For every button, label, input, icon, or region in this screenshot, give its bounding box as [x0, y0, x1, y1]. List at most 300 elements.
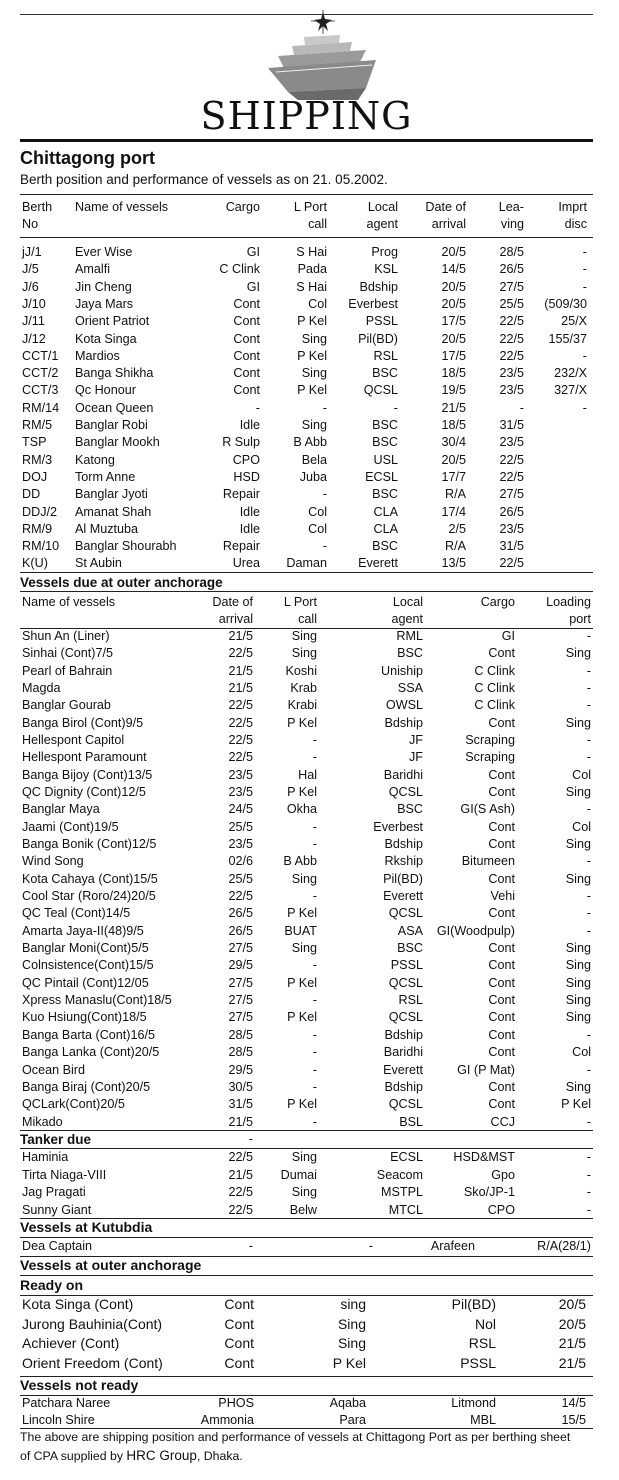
cell: RML [396, 629, 423, 643]
outer-table-row [20, 801, 593, 818]
cell: Sing [291, 629, 317, 643]
cell: 19/5 [441, 383, 466, 398]
outer-table-row [20, 1114, 593, 1131]
cell: Cool Star (Roro/24)20/5 [22, 889, 156, 904]
cell: - [312, 819, 317, 834]
cell: 28/5 [228, 1027, 253, 1042]
cell: - [368, 1239, 373, 1253]
cell: Sing [565, 993, 591, 1008]
cell: QCSL [388, 785, 423, 800]
cell: Sinhai (Cont)7/5 [22, 646, 114, 661]
cell: RSL [373, 348, 398, 363]
cell: P Kel [297, 383, 327, 398]
cell: Cont [224, 1315, 254, 1332]
cell: Kuo Hsiung(Cont)18/5 [22, 1010, 147, 1025]
cell: - [582, 245, 587, 259]
cell: 27/5 [228, 993, 253, 1008]
cell: 22/5 [228, 1150, 253, 1164]
ready-row [20, 1355, 593, 1372]
cell: 21/5 [228, 681, 253, 696]
cell: Nol [474, 1315, 496, 1332]
cell: TSP [22, 435, 47, 450]
cell: 31/5 [228, 1097, 253, 1112]
cell: RSL [468, 1335, 496, 1351]
cell: Cont [488, 785, 515, 800]
cell: Local [392, 595, 423, 609]
cell: Everett [383, 1062, 423, 1077]
cell: Cont [233, 314, 260, 329]
cell: 23/5 [499, 521, 524, 536]
divider [20, 591, 593, 592]
berth-table-row [20, 382, 593, 399]
cell: Jaami (Cont)19/5 [22, 819, 119, 834]
cell: 18/5 [441, 418, 466, 432]
cell: 26/5 [228, 923, 253, 938]
cell: PSSL [390, 958, 423, 973]
outer-table-row [20, 1079, 593, 1096]
cell: - [586, 906, 591, 921]
cell: Cont [488, 906, 515, 921]
cell: CLA [373, 504, 398, 519]
cell: 22/5 [499, 331, 524, 346]
cell: C Clink [219, 262, 260, 277]
divider [20, 194, 593, 195]
berth-table-row [20, 486, 593, 503]
cell: 21/5 [228, 629, 253, 643]
cell: - [312, 889, 317, 904]
outer-table-row [20, 784, 593, 801]
ready-row [20, 1316, 593, 1333]
outer-table-row [20, 957, 593, 974]
cell: Banglar Maya [22, 802, 100, 817]
cell: Sing [337, 1315, 366, 1332]
cell: 28/5 [499, 245, 524, 259]
cell: call [298, 612, 317, 626]
cell: Sing [565, 837, 591, 852]
cell: - [312, 733, 317, 748]
cell: P Kel [287, 906, 317, 921]
cell: Torm Anne [75, 469, 136, 484]
cell: Pil(BD) [383, 871, 423, 886]
outer-table-header [20, 594, 593, 611]
cell: 23/5 [228, 785, 253, 800]
cell: No [22, 217, 39, 231]
berth-table-row [20, 521, 593, 538]
cell: Achiever (Cont) [22, 1335, 120, 1351]
cell: 22/5 [228, 1185, 253, 1199]
cell: HSD [233, 469, 260, 484]
berth-table-row [20, 279, 593, 296]
berth-table-header [20, 199, 593, 216]
cell: Amalfi [75, 262, 110, 277]
cell: - [312, 837, 317, 852]
cell: - [586, 733, 591, 748]
cell: - [248, 1239, 253, 1253]
cell: 29/5 [228, 1062, 253, 1077]
cell: Col [572, 767, 591, 782]
outer-table-row [20, 992, 593, 1009]
cell: - [312, 1079, 317, 1094]
cell: L Port [293, 200, 327, 214]
cell: J/12 [22, 331, 46, 346]
cell: Banga Biraj (Cont)20/5 [22, 1079, 151, 1094]
cell: Bdship [384, 837, 423, 852]
cell: Cont [233, 331, 260, 346]
cell: Prog [371, 245, 398, 259]
cell: 21/5 [558, 1335, 586, 1351]
masthead-rule [20, 139, 593, 142]
cell: Jaya Mars [75, 296, 134, 311]
cell: PHOS [218, 1396, 254, 1410]
cell: Everett [358, 556, 398, 571]
cell: Berth [22, 200, 53, 214]
cell: Sing [565, 715, 591, 730]
port-title: Chittagong port [20, 148, 155, 168]
cell: Krabi [287, 698, 317, 713]
masthead-title: SHIPPING [200, 94, 413, 138]
footer-text: , Dhaka. [196, 1449, 243, 1463]
cell: 24/5 [228, 802, 253, 817]
cell: Hellespont Paramount [22, 750, 147, 765]
cell: 27/5 [228, 975, 253, 990]
cell: 327/X [554, 383, 587, 398]
cell: Bitumeen [461, 854, 515, 869]
cell: 26/5 [499, 504, 524, 519]
cell: DOJ [22, 469, 48, 484]
cell: 20/5 [441, 279, 466, 294]
cell: Col [572, 819, 591, 834]
outer-table-row [20, 680, 593, 697]
cell: - [586, 889, 591, 904]
cell: Banglar Robi [75, 418, 148, 432]
cell: Banga Lanka (Cont)20/5 [22, 1045, 160, 1060]
cell: - [393, 400, 398, 415]
cell: DDJ/2 [22, 504, 57, 519]
cell: CCT/2 [22, 366, 59, 381]
outer-table-row [20, 905, 593, 922]
cell: 22/5 [228, 733, 253, 748]
cell: sing [340, 1296, 366, 1312]
outer-table-row [20, 663, 593, 680]
cell: 13/5 [441, 556, 466, 571]
cell: (509/30 [544, 296, 587, 311]
cell: Repair [222, 487, 260, 502]
cell: Katong [75, 452, 115, 467]
cell: 21/5 [228, 1167, 253, 1182]
cell: - [586, 923, 591, 938]
cell: RM/5 [22, 418, 53, 432]
cell: Everbest [373, 819, 423, 834]
cell: 30/5 [228, 1079, 253, 1094]
cell: USL [373, 452, 398, 467]
cell: agent [391, 612, 423, 626]
cell: 22/5 [499, 314, 524, 329]
cell: Local [367, 200, 398, 214]
outer-table-row [20, 1027, 593, 1044]
cell: - [312, 1027, 317, 1042]
cell: BSC [372, 487, 398, 502]
cell: 21/5 [228, 1114, 253, 1129]
cell: Xpress Manaslu(Cont)18/5 [22, 993, 172, 1008]
cell: Sing [301, 331, 327, 346]
cell: ASA [397, 923, 423, 938]
cell: Sunny Giant [22, 1202, 92, 1217]
cell: Al Muztuba [75, 521, 138, 536]
cell: J/11 [22, 314, 45, 329]
cell: Repair [222, 539, 260, 554]
cell: Cont [224, 1354, 254, 1371]
cell: - [312, 993, 317, 1008]
cell: Colnsistence(Cont)15/5 [22, 958, 154, 973]
cell: Sing [565, 871, 591, 886]
cell: 20/5 [441, 331, 466, 346]
cell: 25/X [561, 314, 587, 329]
cell: - [582, 279, 587, 294]
outer-table-header [20, 611, 593, 628]
cell: - [586, 802, 591, 817]
cell: Okha [286, 802, 317, 817]
cell: C Clink [474, 681, 515, 696]
cell: Name of vessels [22, 595, 116, 609]
cell: Cont [488, 819, 515, 834]
cell: - [586, 681, 591, 696]
outer-table-row [20, 853, 593, 870]
cell: Sing [565, 958, 591, 973]
cell: 22/5 [499, 556, 524, 571]
berth-table-row [20, 244, 593, 261]
outer-table-row [20, 628, 593, 645]
cell: 155/37 [548, 331, 587, 346]
cell: MTCL [388, 1202, 423, 1217]
cell: Lincoln Shire [22, 1412, 95, 1427]
outer-table-row [20, 819, 593, 836]
outer-table-row [20, 715, 593, 732]
cell: Col [308, 521, 327, 536]
cell: Everett [383, 889, 423, 904]
berth-table-row [20, 261, 593, 278]
cell: SSA [397, 681, 423, 696]
cell: Cont [233, 366, 260, 381]
cell: Ocean Queen [75, 400, 154, 415]
cell: Idle [239, 521, 260, 536]
cell: Kota Singa [75, 331, 137, 346]
outer-table-row [20, 767, 593, 784]
cell: R/A(28/1) [537, 1239, 591, 1253]
cell: CCT/1 [22, 348, 59, 363]
cell: B Abb [293, 435, 327, 450]
cell: Para [339, 1412, 366, 1427]
cell: - [312, 958, 317, 973]
cell: Sing [301, 366, 327, 381]
tanker-row [20, 1167, 593, 1184]
cell: Sing [291, 941, 317, 956]
cell: 31/5 [499, 539, 524, 554]
cell: Sing [291, 1185, 317, 1199]
cell: St Aubin [75, 556, 122, 571]
cell: BSC [372, 435, 398, 450]
cell: - [248, 1132, 253, 1146]
cell: ving [500, 217, 524, 231]
cell: Sing [291, 646, 317, 661]
cell: Col [308, 504, 327, 519]
berth-table-row [20, 331, 593, 348]
cell: - [586, 1185, 591, 1199]
cell: GI(Woodpulp) [436, 923, 515, 938]
tanker-row [20, 1184, 593, 1201]
footer-line-2 [20, 1447, 593, 1464]
cell: Cont [488, 837, 515, 852]
outer-table-row [20, 749, 593, 766]
cell: Bdship [384, 1027, 423, 1042]
cell: Tirta Niaga-VIII [22, 1167, 107, 1182]
cell: 20/5 [441, 245, 466, 259]
berth-table-row [20, 417, 593, 434]
cell: 27/5 [228, 1010, 253, 1025]
cell: 14/5 [561, 1396, 586, 1410]
cell: 22/5 [499, 348, 524, 363]
cell: Qc Honour [75, 383, 136, 398]
cell: Rkship [384, 854, 423, 869]
cell: QCSL [388, 906, 423, 921]
cell: Cont [488, 871, 515, 886]
cell: 29/5 [228, 958, 253, 973]
cell: RM/9 [22, 521, 53, 536]
cell: Cont [488, 1045, 515, 1060]
cell: Cont [233, 383, 260, 398]
cell: P Kel [332, 1354, 366, 1371]
cell: 31/5 [499, 418, 524, 432]
tanker-dash [20, 1131, 593, 1148]
cell: GI [246, 279, 260, 294]
cell: 28/5 [228, 1045, 253, 1060]
cell: Scraping [465, 733, 515, 748]
cell: P Kel [287, 1010, 317, 1025]
cell: Sing [565, 1079, 591, 1094]
cell: - [582, 348, 587, 363]
cell: 23/5 [499, 435, 524, 450]
cell: Kota Cahaya (Cont)15/5 [22, 871, 158, 886]
footer-text: of CPA supplied by [20, 1449, 127, 1463]
cell: HSD&MST [453, 1150, 515, 1164]
cell: - [586, 698, 591, 713]
cell: Wind Song [22, 854, 84, 869]
cell: 25/5 [228, 871, 253, 886]
cell: Banglar Shourabh [75, 539, 177, 554]
cell: Baridhi [383, 1045, 423, 1060]
not-ready-row [20, 1395, 593, 1412]
cell: Sing [301, 418, 327, 432]
cell: Banga Birol (Cont)9/5 [22, 715, 144, 730]
outer-table-row [20, 1044, 593, 1061]
tanker-row [20, 1202, 593, 1219]
cell: 26/5 [228, 906, 253, 921]
section-title-not-ready: Vessels not ready [20, 1377, 139, 1393]
cell: Shun An (Liner) [22, 629, 110, 643]
cell: RM/14 [22, 400, 60, 415]
cell: Litmond [451, 1396, 496, 1410]
cell: Pearl of Bahrain [22, 663, 113, 678]
cell: Urea [232, 556, 260, 571]
cell: Magda [22, 681, 61, 696]
cell: Pada [297, 262, 327, 277]
outer-table-row [20, 871, 593, 888]
berth-table-row [20, 365, 593, 382]
cell: - [586, 1150, 591, 1164]
outer-table-row [20, 975, 593, 992]
cell: 27/5 [499, 487, 524, 502]
cell: 22/5 [228, 1202, 253, 1217]
cell: PSSL [460, 1354, 496, 1371]
cell: 17/5 [441, 348, 466, 363]
cell: Mardios [75, 348, 120, 363]
cell: P Kel [287, 785, 317, 800]
footer-line-1: The above are shipping position and performance of vessels at Chittagong Port as per berthing sheet [20, 1430, 571, 1444]
outer-table-row [20, 1009, 593, 1026]
cell: P Kel [297, 314, 327, 329]
cell: Ammonia [200, 1412, 254, 1427]
cell: GI(S Ash) [460, 802, 515, 817]
cell: 23/5 [228, 767, 253, 782]
cell: Vehi [490, 889, 515, 904]
cell: QC Pintail (Cont)12/05 [22, 975, 149, 990]
berth-table-row [20, 538, 593, 555]
cell: QCSL [388, 1010, 423, 1025]
cell: Seacom [376, 1167, 423, 1182]
cell: QCSL [363, 383, 398, 398]
cell: Dumai [280, 1167, 317, 1182]
ready-row [20, 1296, 593, 1313]
cell: 22/5 [499, 469, 524, 484]
cell: JF [409, 750, 423, 765]
cell: QCSL [388, 1097, 423, 1112]
cell: - [586, 1114, 591, 1129]
kutubdia-row [20, 1238, 593, 1255]
cell: MSTPL [381, 1185, 423, 1199]
cell: P Kel [287, 1097, 317, 1112]
cell: OWSL [385, 698, 423, 713]
cell: CCT/3 [22, 383, 59, 398]
cell: - [312, 1045, 317, 1060]
cell: Cont [488, 1079, 515, 1094]
cell: R Sulp [222, 435, 260, 450]
cell: CPO [487, 1202, 515, 1217]
cell: Sing [337, 1335, 366, 1351]
cell: Orient Freedom (Cont) [22, 1354, 163, 1371]
cell: Sing [291, 1150, 317, 1164]
ship-logo-icon [248, 10, 398, 100]
section-title-ready-on: Ready on [20, 1277, 84, 1293]
cell: Scraping [465, 750, 515, 765]
cell: Patchara Naree [22, 1396, 111, 1410]
cell: - [586, 629, 591, 643]
cell: Jag Pragati [22, 1185, 86, 1199]
cell: Belw [289, 1202, 317, 1217]
cell: Banglar Jyoti [75, 487, 148, 502]
cell: R/A [445, 487, 466, 502]
section-title-tanker-due: Tanker due [20, 1132, 92, 1147]
cell: BSC [372, 366, 398, 381]
cell: CCJ [490, 1114, 515, 1129]
cell: Amanat Shah [75, 504, 152, 519]
cell: Banglar Moni(Cont)5/5 [22, 941, 149, 956]
cell: RSL [398, 993, 423, 1008]
cell: Cont [233, 348, 260, 363]
cell: ECSL [390, 1150, 423, 1164]
cell: Bdship [384, 715, 423, 730]
cell: Daman [286, 556, 327, 571]
berth-table-row [20, 348, 593, 365]
cell: S Hai [296, 245, 327, 259]
